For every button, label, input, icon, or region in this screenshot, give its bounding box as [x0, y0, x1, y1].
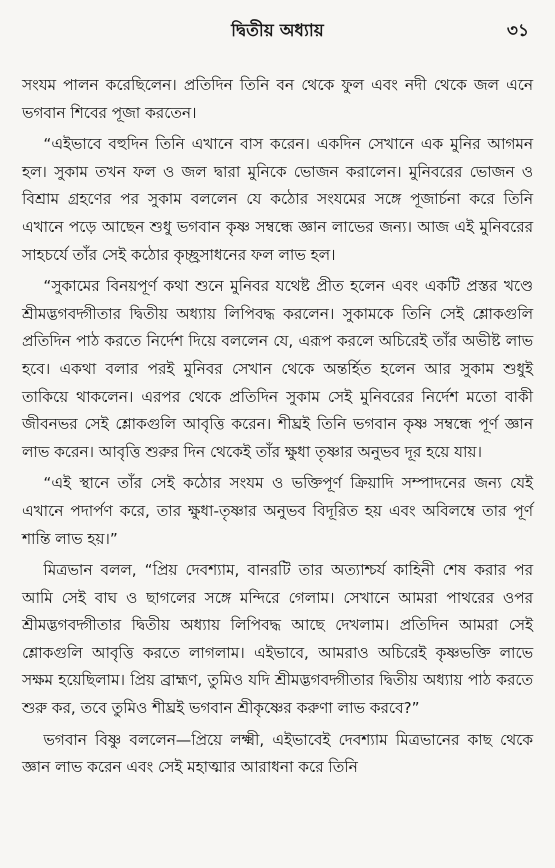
paragraph-1: সংযম পালন করেছিলেন। প্রতিদিন তিনি বন থেকে ফুল এবং নদী থেকে জল এনে ভগবান শিবের পূজা করতেন। [22, 76, 533, 122]
page-body [22, 72, 533, 782]
paragraph-6: ভগবান বিষ্ণু বললেন—প্রিয়ে লক্ষ্মী, এইভাবেই দেবশ্যাম মিত্রভানের কাছ থেকে জ্ঞান লাভ করেন এবং সেই মহাত্মার আরাধনা করে তিনি [22, 730, 533, 777]
chapter-title: দ্বিতীয় অধ্যায় [231, 21, 324, 41]
paragraph-3: “সুকামের বিনয়পূর্ণ কথা শুনে মুনিবর যথেষ্ট প্রীত হলেন এবং একটি প্রস্তর খণ্ডে শ্রীমদ্ভগবদ্গীতার দ্বিতীয় অধ্যায় লিপিবদ্ধ করলেন। সুকামকে তিনি সেই শ্লোকগুলি প্রতিদিন পাঠ করতে নির্দেশ দিয়ে বললেন যে, এরূপ করলে অচিরেই তাঁর অভীষ্ট লাভ হবে। একথা বলার পরই মুনিবর সেখান থেকে অন্তর্হিত হলেন আর সুকাম শুধুই তাকিয়ে থাকলেন। এরপর থেকে প্রতিদিন সুকাম সেই মুনিবরের নির্দেশ মতো বাকী জীবনভর সেই শ্লোকগুলি আবৃত্তি করেন। শীঘ্রই তিনি ভগবান কৃষ্ণ সম্বন্ধে পূর্ণ জ্ঞান লাভ করেন। আবৃত্তি শুরুর দিন থেকেই তাঁর ক্ষুধা তৃষ্ণার অনুভব দূর হয়ে যায়। [22, 277, 533, 461]
paragraph-4: “এই স্থানে তাঁর সেই কঠোর সংযম ও ভক্তিপূর্ণ ক্রিয়াদি সম্পাদনের জন্য যেই এখানে পদার্পণ করে, তার ক্ষুধা-তৃষ্ণার অনুভব বিদূরিত হয় এবং অবিলম্বে তার পূর্ণ শান্তি লাভ হয়।” [22, 474, 533, 548]
page-number: ৩১ [506, 21, 529, 41]
paragraph-2: “এইভাবে বহুদিন তিনি এখানে বাস করেন। একদিন সেখানে এক মুনির আগমন হল। সুকাম তখন ফল ও জল দ্বারা মুনিকে ভোজন করালেন। মুনিবরের ভোজন ও বিশ্রাম গ্রহণের পর সুকাম বললেন যে কঠোর সংযমের সঙ্গে পূজার্চনা করে তিনি এখানে পড়ে আছেন শুধু ভগবান কৃষ্ণ সম্বন্ধে জ্ঞান লাভের জন্য। আজ এই মুনিবরের সাহচর্যে তাঁর সেই কঠোর কৃচ্ছ্রসাধনের ফল লাভ হল। [22, 135, 533, 264]
paragraph-5: মিত্রভান বলল, “প্রিয় দেবশ্যাম, বানরটি তার অত্যাশ্চর্য কাহিনী শেষ করার পর আমি সেই বাঘ ও ছাগলের সঙ্গে মন্দিরে গেলাম। সেখানে আমরা পাথরের ওপর শ্রীমদ্ভগবদ্গীতার দ্বিতীয় অধ্যায় লিপিবদ্ধ আছে দেখলাম। প্রতিদিন আমরা সেই শ্লোকগুলি আবৃত্তি করতে লাগলাম। এইভাবে, আমরাও অচিরেই কৃষ্ণভক্তি লাভে সক্ষম হয়েছিলাম। প্রিয় ব্রাহ্মণ, তুমিও যদি শ্রীমদ্ভগবদ্গীতার দ্বিতীয় অধ্যায় পাঠ করতে শুরু কর, তবে তুমিও শীঘ্রই ভগবান শ্রীকৃষ্ণের করুণা লাভ করবে?” [22, 561, 533, 718]
page-header [22, 14, 533, 54]
